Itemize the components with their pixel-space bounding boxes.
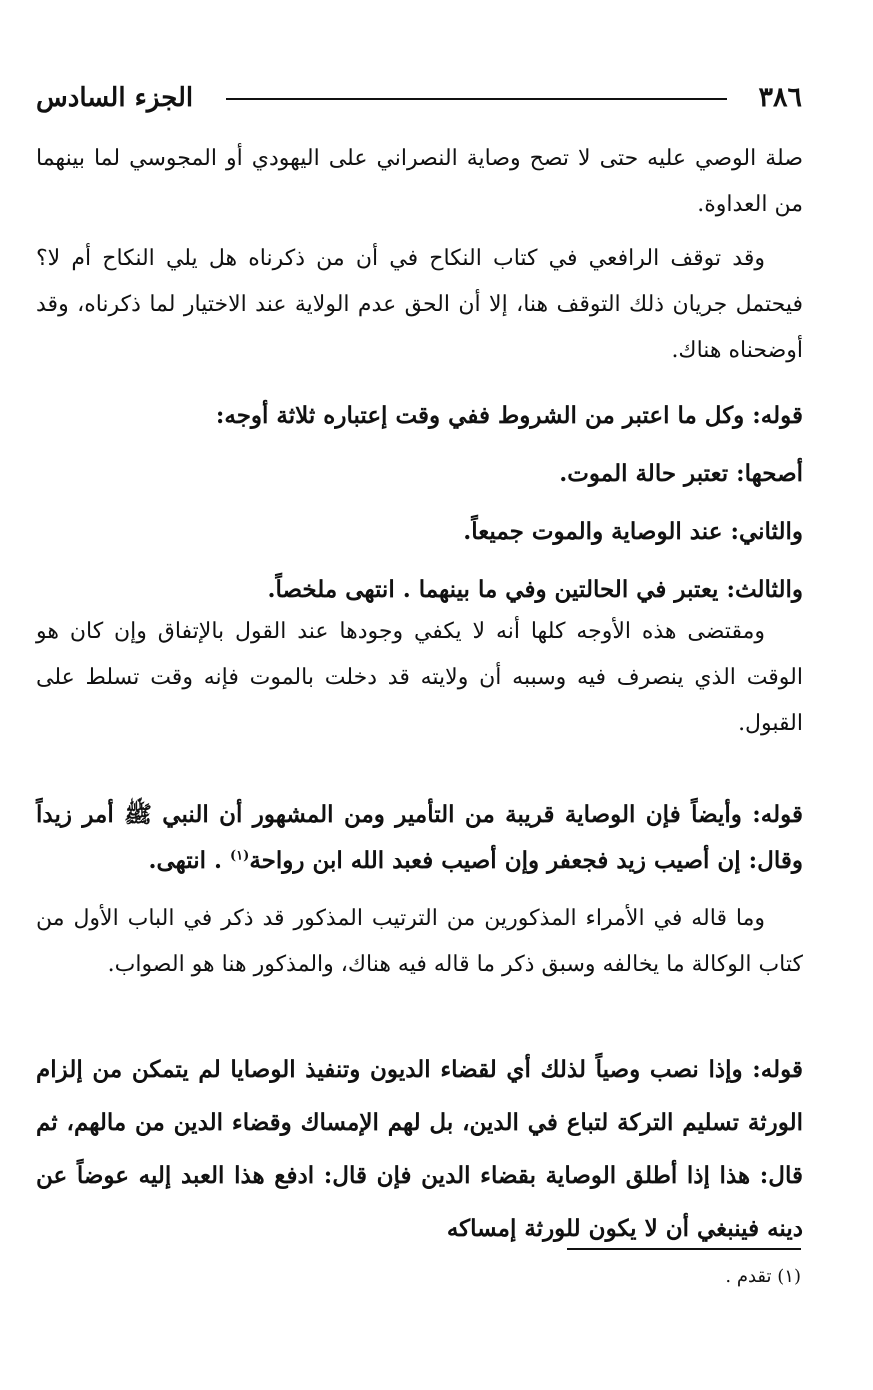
quote-block-1 — [40, 387, 803, 619]
quote-block-3 — [36, 1043, 803, 1255]
paragraph-text: صلة الوصي عليه حتى لا تصح وصاية النصراني على اليهودي أو المجوسي لما بينهما من العداوة. — [36, 146, 803, 217]
quote-text: قوله: وأيضاً فإن الوصاية قريبة من التأمير ومن المشهور أن النبي ﷺ أمر زيداً وقال: إن أصيب زيد فجعفر وإن أصيب فعبد الله ابن رواحة — [36, 801, 803, 874]
paragraph-3 — [36, 609, 803, 747]
footnote: (١) تقدم . — [725, 1266, 801, 1287]
paragraph-4 — [36, 896, 803, 988]
paragraph-2 — [36, 236, 803, 374]
paragraph-text: ومقتضى هذه الأوجه كلها أنه لا يكفي وجودها عند القول بالإتفاق وإن كان هو الوقت الذي ينصرف فيه وسببه أن ولايته قد دخلت بالموت فإنه وقت تسلط على القبول. — [36, 619, 803, 736]
page-number: ٣٨٦ — [758, 82, 802, 113]
quote-paragraph — [36, 792, 803, 884]
paragraph-1 — [36, 136, 803, 228]
footnote-marker: (١) — [230, 848, 250, 864]
footnote-rule — [567, 1248, 801, 1250]
quote-line: قوله: وكل ما اعتبر من الشروط ففي وقت إعتباره ثلاثة أوجه: — [215, 402, 803, 429]
quote-text-end: . انتهى. — [148, 847, 231, 874]
quote-block-2 — [36, 792, 803, 884]
paragraph-text: وقد توقف الرافعي في كتاب النكاح في أن من ذكرناه هل يلي النكاح أم لا؟ فيحتمل جريان ذلك التوقف هنا، إلا أن الحق عدم الولاية عند الاختيار لما ذكرناه، وقد أوضحناه هناك. — [36, 246, 803, 363]
paragraph-text: وما قاله في الأمراء المذكورين من الترتيب المذكور قد ذكر في الباب الأول من كتاب الوكالة ما يخالفه وسبق ذكر ما قاله فيه هناك، والمذكور هنا هو الصواب. — [36, 906, 803, 977]
quote-paragraph: قوله: وإذا نصب وصياً لذلك أي لقضاء الديون وتنفيذ الوصايا لم يتمكن من إلزام الورثة تسليم التركة لتباع في الدين، بل لهم الإمساك وقضاء الدين من مالهم، ثم قال: هذا إذا أطلق الوصاية بقضاء الدين فإن قال: ادفع هذا العبد إليه عوضاً عن دينه فينبغي أن لا يكون للورثة إمساكه — [36, 1056, 803, 1242]
header-rule — [226, 98, 727, 100]
quote-line: أصحها: تعتبر حالة الموت. — [559, 460, 803, 487]
quote-line: والثاني: عند الوصاية والموت جميعاً. — [463, 518, 803, 545]
quote-line: والثالث: يعتبر في الحالتين وفي ما بينهما . انتهى ملخصاً. — [267, 576, 803, 603]
running-title: الجزء السادس — [36, 83, 194, 113]
page-header — [36, 78, 802, 122]
